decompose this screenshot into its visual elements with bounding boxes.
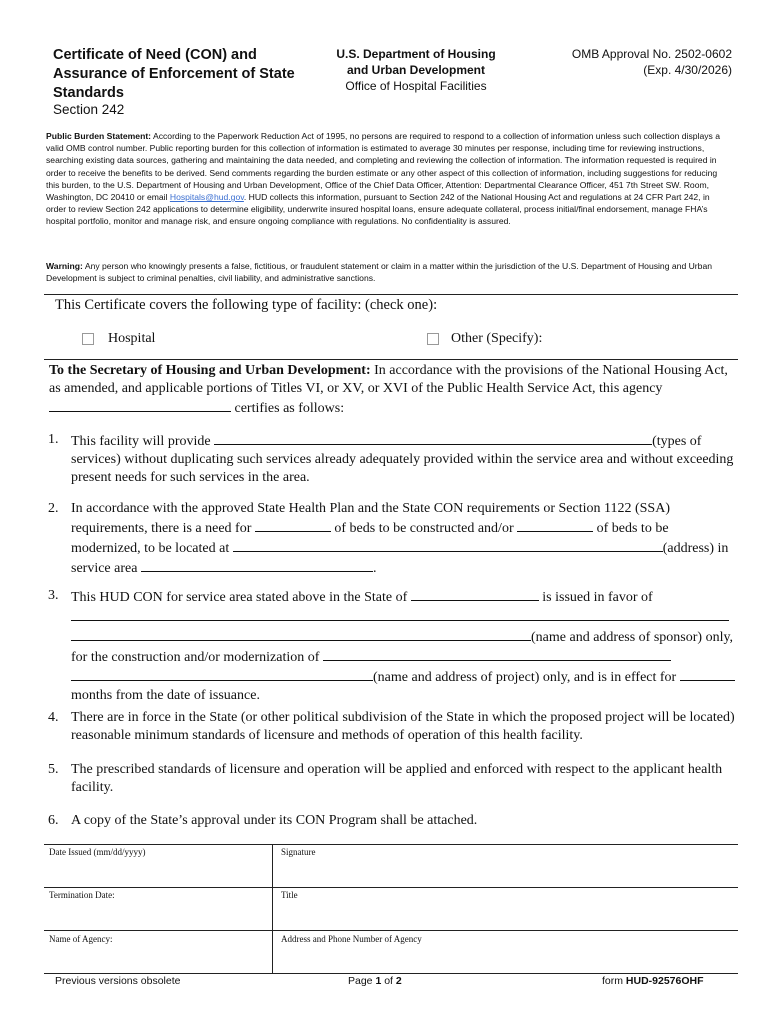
- item-6: 6. A copy of the State’s approval under its CON Program shall be attached.: [48, 813, 478, 828]
- warning-label: Warning:: [46, 261, 83, 271]
- form-title: Certificate of Need (CON) and Assurance of Enforcement of State Standards: [53, 47, 295, 101]
- signature-table-bottom: [44, 973, 738, 974]
- hospital-checkbox[interactable]: [82, 333, 94, 345]
- sponsor-blank-line1[interactable]: [71, 607, 729, 621]
- months-blank[interactable]: [680, 667, 735, 681]
- beds-constructed-blank[interactable]: [255, 518, 331, 532]
- signature-table-row-line: [44, 887, 738, 888]
- project-blank-line1[interactable]: [323, 647, 671, 661]
- hospitals-email-link[interactable]: Hospitals@hud.gov: [169, 192, 244, 203]
- signature-field[interactable]: Signature: [281, 847, 316, 857]
- other-label: Other (Specify):: [451, 331, 543, 346]
- state-blank[interactable]: [411, 587, 539, 601]
- sponsor-blank-line2[interactable]: [71, 627, 531, 641]
- agency-name-line1: U.S. Department of Housing: [336, 47, 496, 61]
- warning-statement: [46, 260, 726, 284]
- item-1: 1. This facility will provide (types of services) without duplicating such services already adequately provided within the service area and without exceeding present needs for such services in the area.: [48, 432, 734, 485]
- agency-block: [300, 46, 532, 94]
- warning-text: Any person who knowingly presents a false, fictitious, or fraudulent statement or claim in a matter within the jurisdiction of the U.S. Department of Housing and Urban Development is subject to criminal penalties, civil liability, and administrative sanctions.: [46, 261, 713, 284]
- title-field[interactable]: Title: [281, 890, 298, 900]
- item-4: 4. There are in force in the State (or other political subdivision of the State in which the proposed project will be located) reasonable minimum standards of licensure and methods of operation of this health facility.: [48, 710, 735, 743]
- project-blank-line2[interactable]: [71, 667, 373, 681]
- burden-text: According to the Paperwork Reduction Act of 1995, no persons are required to respond to a collection of information unless such collection displays a valid OMB control number. Public reporting burden for this collection of information is estimated to average 30 minutes per response, including time for reviewing instructions, searching existing data sources, gathering and maintaining the data needed, and completing and reviewing the collection of information. The information requested is required in order to receive the benefits to be derived. Send comments regarding the burden estimate or any other aspect of this collection of information, including suggestions for reducing this burden, to the U.S. Department of Housing and Urban Development, Office of the Chief Data Officer, Attention: Departmental Clearance Officer, 451 7th Street SW. Room, Washington, DC 20410 or email: [46, 131, 720, 203]
- signature-table-row-line: [44, 930, 738, 931]
- agency-name-line2: and Urban Development: [346, 63, 486, 77]
- page-number: Page 1 of 2: [348, 975, 402, 987]
- item-2: 2. In accordance with the approved State Health Plan and the State CON requirements or Section 1122 (SSA) requirements, there is a need for of beds to be constructed and/or of beds to be modernized, to be located at (address) in service area .: [48, 501, 729, 576]
- address-blank[interactable]: [233, 538, 663, 552]
- omb-approval: OMB Approval No. 2502-0602: [571, 47, 732, 61]
- hospital-label: Hospital: [108, 331, 156, 346]
- agency-address-phone-field[interactable]: Address and Phone Number of Agency: [281, 934, 422, 944]
- footer-obsolete-note: Previous versions obsolete: [55, 975, 181, 987]
- burden-text-end: . HUD collects this information, pursuant to Section 242 of the National Housing Act and regulations at 24 CFR Part 242, in order to review Section 242 applications to determine eligibility, underwrite insured hospital loans, ensure adequate collateral, process initial/final endorsement, manage FHA’s hospital portfolio, monitor and manage risk, and ensure ongoing compliance with regulations. No confidentiality is assured.: [46, 192, 710, 227]
- termination-date-field[interactable]: Termination Date:: [49, 890, 115, 900]
- signature-table-divider: [272, 844, 273, 974]
- facility-type-prompt: This Certificate covers the following type of facility: (check one):: [55, 297, 438, 313]
- omb-block: [540, 46, 732, 78]
- date-issued-field[interactable]: Date Issued (mm/dd/yyyy): [49, 847, 146, 857]
- divider: [44, 359, 738, 360]
- item-3: 3. This HUD CON for service area stated above in the State of is issued in favor of (name and address of sponsor) only, for the construction and/or modernization of (name and address of project) only, and is in effect for months from the date of issuance.: [48, 588, 734, 703]
- service-area-blank[interactable]: [141, 558, 373, 572]
- burden-label: Public Burden Statement:: [46, 131, 152, 141]
- agency-office: Office of Hospital Facilities: [345, 79, 487, 93]
- signature-table-top: [44, 844, 738, 845]
- beds-modernized-blank[interactable]: [517, 518, 593, 532]
- intro-paragraph: To the Secretary of Housing and Urban Development: In accordance with the provisions of the National Housing Act, as amended, and applicable portions of Titles VI, or XV, or XVI of the Public Health Service Act, this agency certifies as follows:: [49, 363, 728, 416]
- form-number: form HUD-92576OHF: [602, 975, 704, 987]
- omb-expiration: (Exp. 4/30/2026): [643, 63, 732, 77]
- agency-name-blank[interactable]: [49, 398, 231, 412]
- divider: [44, 294, 738, 295]
- item-5: 5. The prescribed standards of licensure and operation will be applied and enforced with respect to the applicant health facility.: [48, 762, 723, 795]
- services-blank[interactable]: [214, 431, 652, 445]
- public-burden-statement: [46, 130, 726, 228]
- form-section: Section 242: [53, 102, 125, 117]
- other-checkbox[interactable]: [427, 333, 439, 345]
- agency-name-field[interactable]: Name of Agency:: [49, 934, 113, 944]
- intro-lead: To the Secretary of Housing and Urban Development:: [49, 363, 371, 378]
